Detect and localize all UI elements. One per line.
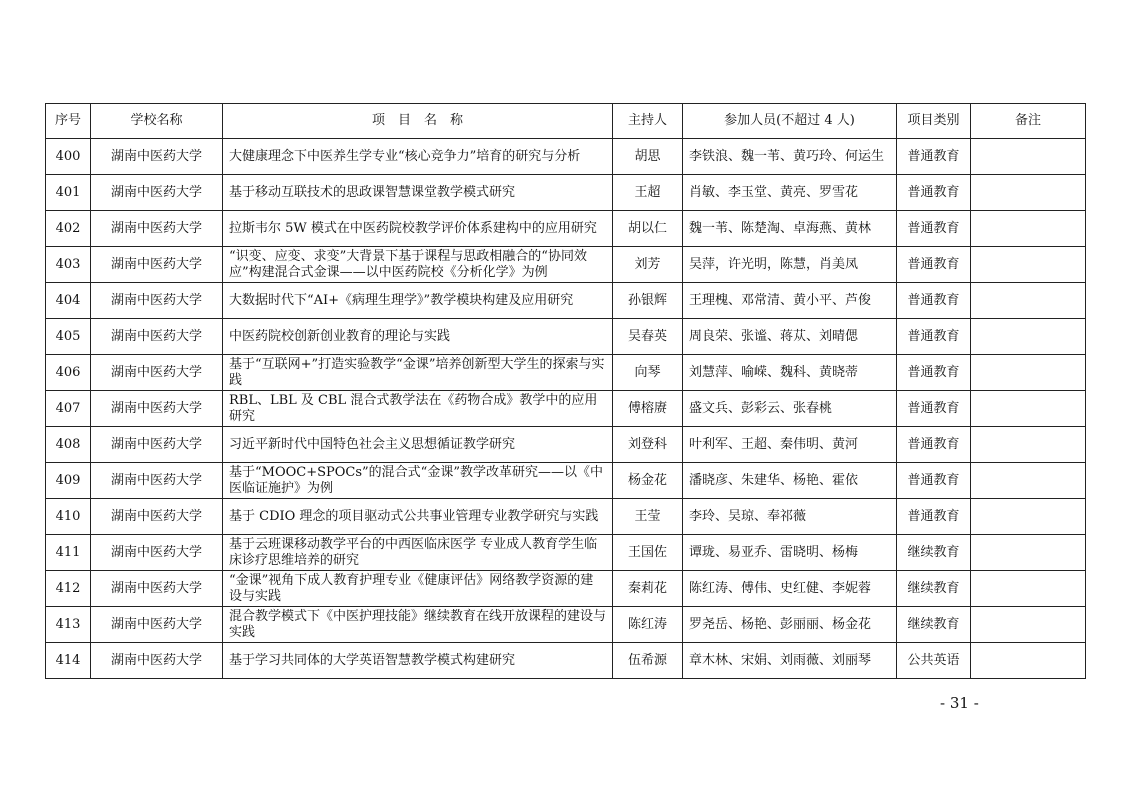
cell-school: 湖南中医药大学: [91, 247, 223, 283]
cell-project: 基于 CDIO 理念的项目驱动式公共事业管理专业教学研究与实践: [223, 499, 613, 535]
cell-school: 湖南中医药大学: [91, 427, 223, 463]
cell-note: [971, 643, 1086, 679]
header-no: 序号: [46, 104, 91, 139]
cell-category: 普通教育: [897, 463, 971, 499]
table-row: [46, 283, 1086, 319]
table-row: [46, 607, 1086, 643]
cell-project: 基于云班课移动教学平台的中西医临床医学 专业成人教育学生临床诊疗思维培养的研究: [223, 535, 613, 571]
cell-category: 普通教育: [897, 499, 971, 535]
cell-members: 陈红涛、傅伟、史红健、李妮蓉: [683, 571, 897, 607]
cell-members: 李铁浪、魏一苇、黄巧玲、何运生: [683, 139, 897, 175]
cell-school: 湖南中医药大学: [91, 283, 223, 319]
cell-school: 湖南中医药大学: [91, 571, 223, 607]
cell-school: 湖南中医药大学: [91, 139, 223, 175]
cell-members: 章木林、宋娟、刘雨薇、刘丽琴: [683, 643, 897, 679]
cell-category: 普通教育: [897, 355, 971, 391]
cell-note: [971, 139, 1086, 175]
cell-school: 湖南中医药大学: [91, 355, 223, 391]
cell-project: 基于移动互联技术的思政课智慧课堂教学模式研究: [223, 175, 613, 211]
table-row: [46, 175, 1086, 211]
cell-members: 盛文兵、彭彩云、张春桃: [683, 391, 897, 427]
cell-note: [971, 283, 1086, 319]
cell-note: [971, 607, 1086, 643]
cell-note: [971, 211, 1086, 247]
project-list-sheet: [45, 103, 1085, 679]
header-leader: 主持人: [613, 104, 683, 139]
table-row: [46, 247, 1086, 283]
table-row: [46, 463, 1086, 499]
cell-members: 魏一苇、陈楚淘、卓海燕、黄林: [683, 211, 897, 247]
cell-project: 基于“MOOC+SPOCs”的混合式“金课”教学改革研究——以《中医临证施护》为例: [223, 463, 613, 499]
cell-school: 湖南中医药大学: [91, 607, 223, 643]
table-row: [46, 427, 1086, 463]
table-row: [46, 319, 1086, 355]
cell-no: 404: [46, 283, 91, 319]
cell-leader: 刘登科: [613, 427, 683, 463]
cell-note: [971, 175, 1086, 211]
cell-leader: 王莹: [613, 499, 683, 535]
header-members: 参加人员(不超过 4 人): [683, 104, 897, 139]
cell-school: 湖南中医药大学: [91, 211, 223, 247]
cell-project: “识变、应变、求变”大背景下基于课程与思政相融合的“协同效应”构建混合式金课——以中医药院校《分析化学》为例: [223, 247, 613, 283]
cell-note: [971, 247, 1086, 283]
cell-leader: 杨金花: [613, 463, 683, 499]
cell-no: 405: [46, 319, 91, 355]
cell-project: “金课”视角下成人教育护理专业《健康评估》网络教学资源的建设与实践: [223, 571, 613, 607]
cell-note: [971, 319, 1086, 355]
table-row: [46, 499, 1086, 535]
cell-no: 410: [46, 499, 91, 535]
cell-project: 拉斯韦尔 5W 模式在中医药院校教学评价体系建构中的应用研究: [223, 211, 613, 247]
cell-project: 中医药院校创新创业教育的理论与实践: [223, 319, 613, 355]
cell-project: 基于学习共同体的大学英语智慧教学模式构建研究: [223, 643, 613, 679]
cell-category: 普通教育: [897, 427, 971, 463]
table-row: [46, 211, 1086, 247]
header-project: 项 目 名 称: [223, 104, 613, 139]
cell-project: 大数据时代下“AI+《病理生理学》”教学模块构建及应用研究: [223, 283, 613, 319]
page-number: - 31 -: [940, 694, 979, 712]
cell-leader: 胡思: [613, 139, 683, 175]
table-row: [46, 643, 1086, 679]
table-row: [46, 139, 1086, 175]
cell-category: 继续教育: [897, 607, 971, 643]
cell-project: RBL、LBL 及 CBL 混合式教学法在《药物合成》教学中的应用研究: [223, 391, 613, 427]
cell-note: [971, 571, 1086, 607]
cell-leader: 胡以仁: [613, 211, 683, 247]
cell-category: 普通教育: [897, 139, 971, 175]
cell-no: 412: [46, 571, 91, 607]
cell-members: 刘慧萍、喻嵘、魏科、黄晓蒂: [683, 355, 897, 391]
header-school: 学校名称: [91, 104, 223, 139]
cell-members: 肖敏、李玉堂、黄亮、罗雪花: [683, 175, 897, 211]
cell-leader: 王国佐: [613, 535, 683, 571]
header-note: 备注: [971, 104, 1086, 139]
cell-note: [971, 391, 1086, 427]
cell-members: 潘晓彦、朱建华、杨艳、霍依: [683, 463, 897, 499]
cell-school: 湖南中医药大学: [91, 643, 223, 679]
cell-project: 基于“互联网+”打造实验教学“金课”培养创新型大学生的探索与实践: [223, 355, 613, 391]
cell-category: 普通教育: [897, 247, 971, 283]
cell-note: [971, 427, 1086, 463]
cell-note: [971, 463, 1086, 499]
cell-leader: 伍希源: [613, 643, 683, 679]
cell-category: 普通教育: [897, 391, 971, 427]
cell-no: 408: [46, 427, 91, 463]
header-category: 项目类别: [897, 104, 971, 139]
cell-school: 湖南中医药大学: [91, 535, 223, 571]
cell-leader: 孙银辉: [613, 283, 683, 319]
cell-school: 湖南中医药大学: [91, 175, 223, 211]
cell-no: 413: [46, 607, 91, 643]
cell-school: 湖南中医药大学: [91, 319, 223, 355]
cell-project: 大健康理念下中医养生学专业“核心竞争力”培育的研究与分析: [223, 139, 613, 175]
cell-note: [971, 535, 1086, 571]
cell-leader: 秦莉花: [613, 571, 683, 607]
cell-category: 普通教育: [897, 319, 971, 355]
cell-school: 湖南中医药大学: [91, 463, 223, 499]
cell-members: 吴萍，许光明，陈慧，肖美凤: [683, 247, 897, 283]
cell-no: 406: [46, 355, 91, 391]
cell-leader: 刘芳: [613, 247, 683, 283]
cell-leader: 王超: [613, 175, 683, 211]
cell-no: 407: [46, 391, 91, 427]
cell-note: [971, 355, 1086, 391]
cell-members: 李玲、吴琼、奉祁薇: [683, 499, 897, 535]
cell-no: 403: [46, 247, 91, 283]
cell-no: 402: [46, 211, 91, 247]
table-row: [46, 571, 1086, 607]
cell-project: 习近平新时代中国特色社会主义思想循证教学研究: [223, 427, 613, 463]
cell-no: 414: [46, 643, 91, 679]
header-row: [46, 104, 1086, 139]
cell-leader: 傅榕赓: [613, 391, 683, 427]
cell-members: 罗尧岳、杨艳、彭丽丽、杨金花: [683, 607, 897, 643]
cell-school: 湖南中医药大学: [91, 499, 223, 535]
cell-members: 叶利军、王超、秦伟明、黄河: [683, 427, 897, 463]
cell-category: 普通教育: [897, 175, 971, 211]
cell-category: 继续教育: [897, 535, 971, 571]
cell-no: 411: [46, 535, 91, 571]
cell-leader: 陈红涛: [613, 607, 683, 643]
cell-category: 公共英语: [897, 643, 971, 679]
cell-members: 谭珑、易亚乔、雷晓明、杨梅: [683, 535, 897, 571]
cell-members: 周良荣、张谧、蒋苁、刘晴偲: [683, 319, 897, 355]
cell-no: 400: [46, 139, 91, 175]
table-row: [46, 391, 1086, 427]
project-table: [45, 103, 1086, 679]
cell-project: 混合教学模式下《中医护理技能》继续教育在线开放课程的建设与实践: [223, 607, 613, 643]
cell-no: 401: [46, 175, 91, 211]
cell-school: 湖南中医药大学: [91, 391, 223, 427]
table-row: [46, 535, 1086, 571]
cell-note: [971, 499, 1086, 535]
cell-leader: 向琴: [613, 355, 683, 391]
cell-leader: 吴春英: [613, 319, 683, 355]
cell-category: 继续教育: [897, 571, 971, 607]
cell-members: 王理槐、邓常清、黄小平、芦俊: [683, 283, 897, 319]
table-row: [46, 355, 1086, 391]
cell-no: 409: [46, 463, 91, 499]
cell-category: 普通教育: [897, 211, 971, 247]
cell-category: 普通教育: [897, 283, 971, 319]
